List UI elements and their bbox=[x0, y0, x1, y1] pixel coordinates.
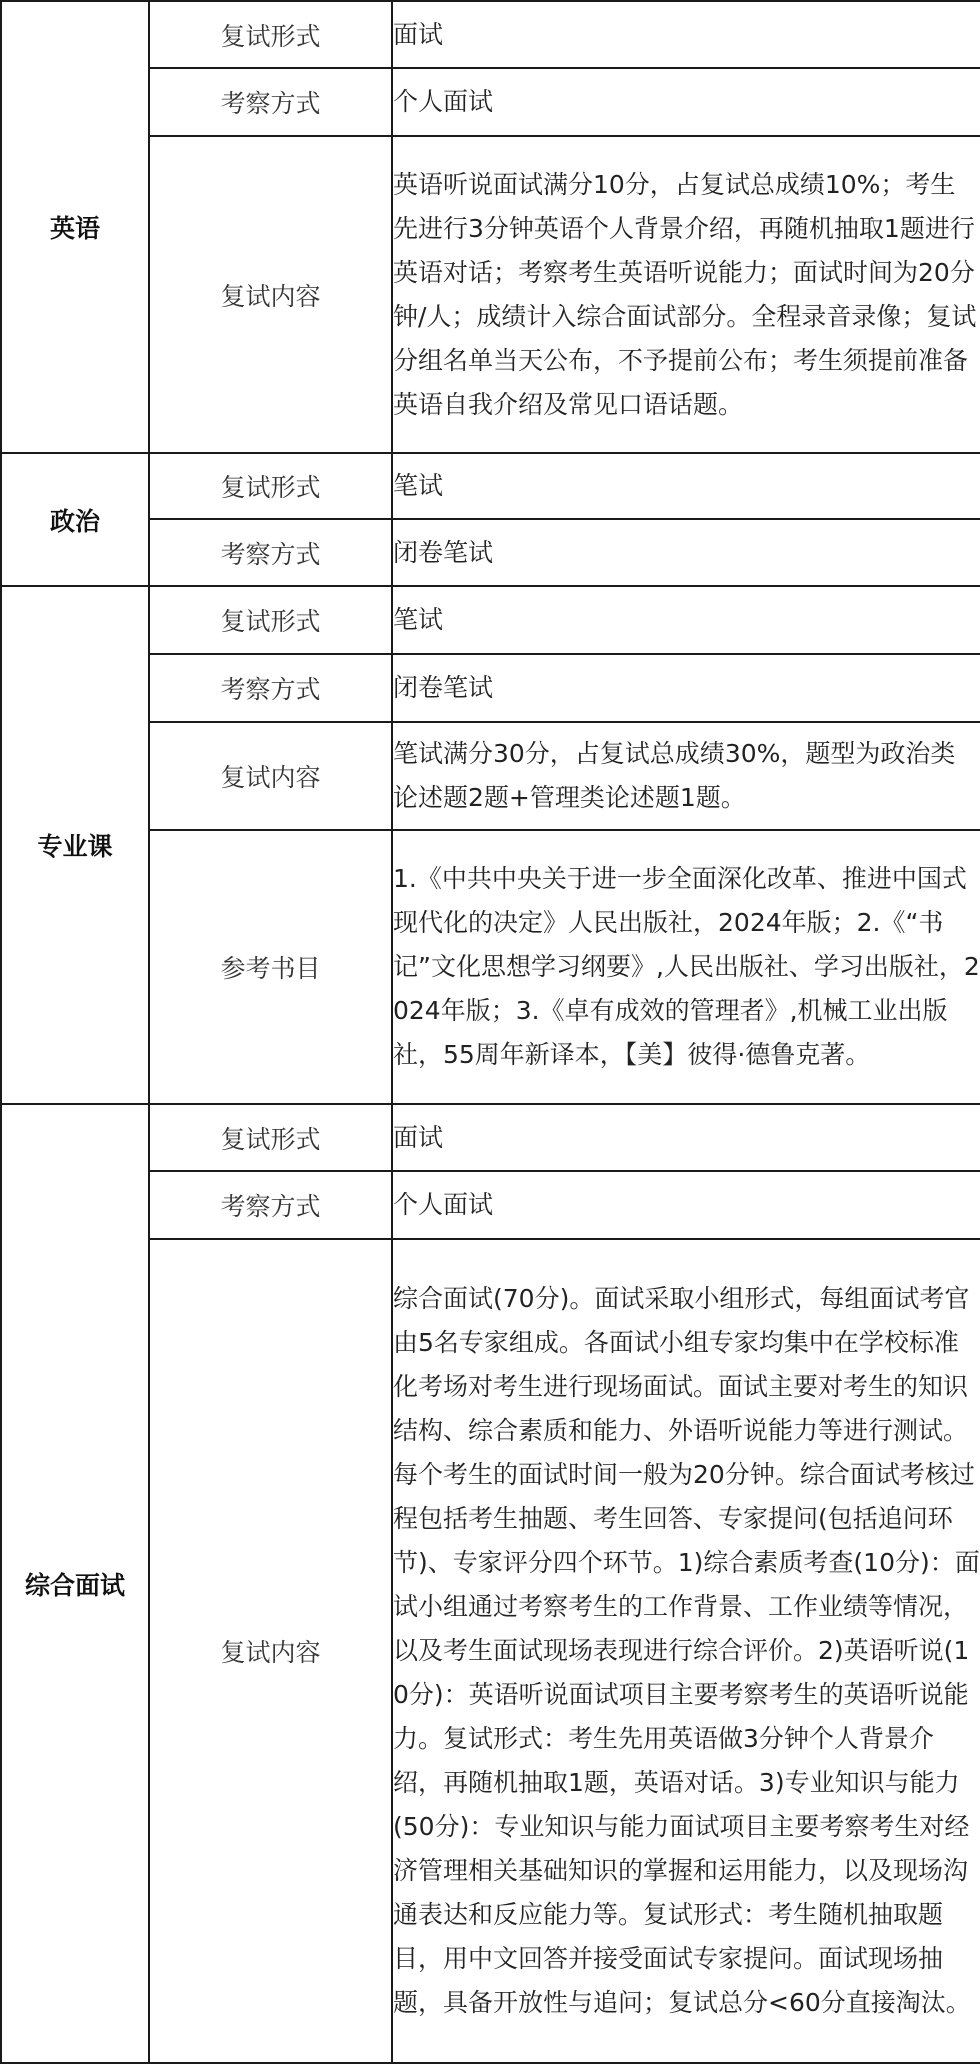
field-cell bbox=[149, 519, 392, 586]
field-cell bbox=[149, 1104, 392, 1171]
category-cell-comprehensive-interview bbox=[1, 1104, 149, 2063]
value-cell bbox=[392, 586, 980, 654]
value-cell bbox=[392, 519, 980, 586]
field-label: 复试内容 bbox=[220, 281, 321, 311]
table-row bbox=[1, 586, 980, 654]
value-cell bbox=[392, 1, 980, 68]
value-cell bbox=[392, 68, 980, 136]
value-cell bbox=[392, 136, 980, 453]
category-label: 政治 bbox=[49, 506, 100, 536]
field-cell bbox=[149, 654, 392, 722]
field-label: 复试形式 bbox=[220, 473, 321, 502]
value-text: 闭卷笔试 bbox=[393, 537, 494, 567]
category-label: 专业课 bbox=[37, 832, 113, 861]
value-text: 笔试满分30分，占复试总成绩30%，题型为政治类论述题2题+管理类论述题1题。 bbox=[393, 739, 956, 812]
category-label: 综合面试 bbox=[24, 1570, 125, 1600]
field-cell bbox=[149, 1239, 392, 2063]
field-cell bbox=[149, 830, 392, 1104]
field-label: 复试内容 bbox=[220, 1638, 321, 1667]
field-label: 复试形式 bbox=[220, 21, 321, 51]
field-label: 复试内容 bbox=[220, 763, 321, 792]
value-cell bbox=[392, 722, 980, 830]
category-cell-politics bbox=[1, 453, 149, 586]
value-cell bbox=[392, 654, 980, 722]
value-text: 面试 bbox=[393, 1122, 444, 1152]
value-cell bbox=[392, 453, 980, 519]
field-label: 复试形式 bbox=[220, 607, 321, 636]
field-label: 考察方式 bbox=[220, 1192, 321, 1221]
value-text: 面试 bbox=[393, 19, 444, 49]
field-cell bbox=[149, 722, 392, 830]
field-cell bbox=[149, 1171, 392, 1239]
value-text: 英语听说面试满分10分，占复试总成绩10%；考生先进行3分钟英语个人背景介绍，再随机抽取1题进行英语对话；考察考生英语听说能力；面试时间为20分钟/人；成绩计入综合面试部分。全程录音录像；复试分组名单当天公布，不予提前公布；考生须提前准备英语自我介绍及常见口语话题。 bbox=[393, 169, 977, 419]
category-cell-major-course bbox=[1, 586, 149, 1104]
field-label: 参考书目 bbox=[220, 954, 321, 983]
field-label: 考察方式 bbox=[220, 675, 321, 704]
field-cell bbox=[149, 453, 392, 519]
value-cell bbox=[392, 1239, 980, 2063]
value-text: 笔试 bbox=[393, 471, 444, 500]
value-text: 个人面试 bbox=[393, 1190, 494, 1219]
field-label: 考察方式 bbox=[220, 89, 321, 118]
value-text: 1.《中共中央关于进一步全面深化改革、推进中国式现代化的决定》人民出版社，2024年版；2.《“书记”文化思想学习纲要》,人民出版社、学习出版社，2024年版；3.《卓有成效的管理者》,机械工业出版社，55周年新译本，【美】彼得·德鲁克著。 bbox=[393, 864, 980, 1069]
field-cell bbox=[149, 1, 392, 68]
table-row bbox=[1, 453, 980, 519]
field-cell bbox=[149, 136, 392, 453]
field-label: 考察方式 bbox=[220, 539, 321, 569]
field-cell bbox=[149, 68, 392, 136]
category-cell-english bbox=[1, 1, 149, 453]
table-row bbox=[1, 1104, 980, 1171]
value-text: 综合面试(70分)。面试采取小组形式，每组面试考官由5名专家组成。各面试小组专家均集中在学校标准化考场对考生进行现场面试。面试主要对考生的知识结构、综合素质和能力、外语听说能力等进行测试。每个考生的面试时间一般为20分钟。综合面试考核过程包括考生抽题、考生回答、专家提问(包括追问环节)、专家评分四个环节。1)综合素质考查(10分)：面试小组通过考察考生的工作背景、工作业绩等情况，以及考生面试现场表现进行综合评价。2)英语听说(10分)：英语听说面试项目主要考察考生的英语听说能力。复试形式：考生先用英语做3分钟个人背景介绍，再随机抽取1题，英语对话。3)专业知识与能力(50分)：专业知识与能力面试项目主要考察考生对经济管理相关基础知识的掌握和运用能力，以及现场沟通表达和反应能力等。复试形式：考生随机抽取题目，用中文回答并接受面试专家提问。面试现场抽题，具备开放性与追问；复试总分<60分直接淘汰。 bbox=[393, 1284, 980, 2017]
value-text: 个人面试 bbox=[393, 87, 494, 116]
value-text: 闭卷笔试 bbox=[393, 673, 494, 702]
value-cell bbox=[392, 830, 980, 1104]
field-cell bbox=[149, 586, 392, 654]
field-label: 复试形式 bbox=[220, 1124, 321, 1154]
value-text: 笔试 bbox=[393, 605, 444, 634]
table-row bbox=[1, 1, 980, 68]
value-cell bbox=[392, 1104, 980, 1171]
value-cell bbox=[392, 1171, 980, 1239]
category-label: 英语 bbox=[49, 214, 100, 243]
